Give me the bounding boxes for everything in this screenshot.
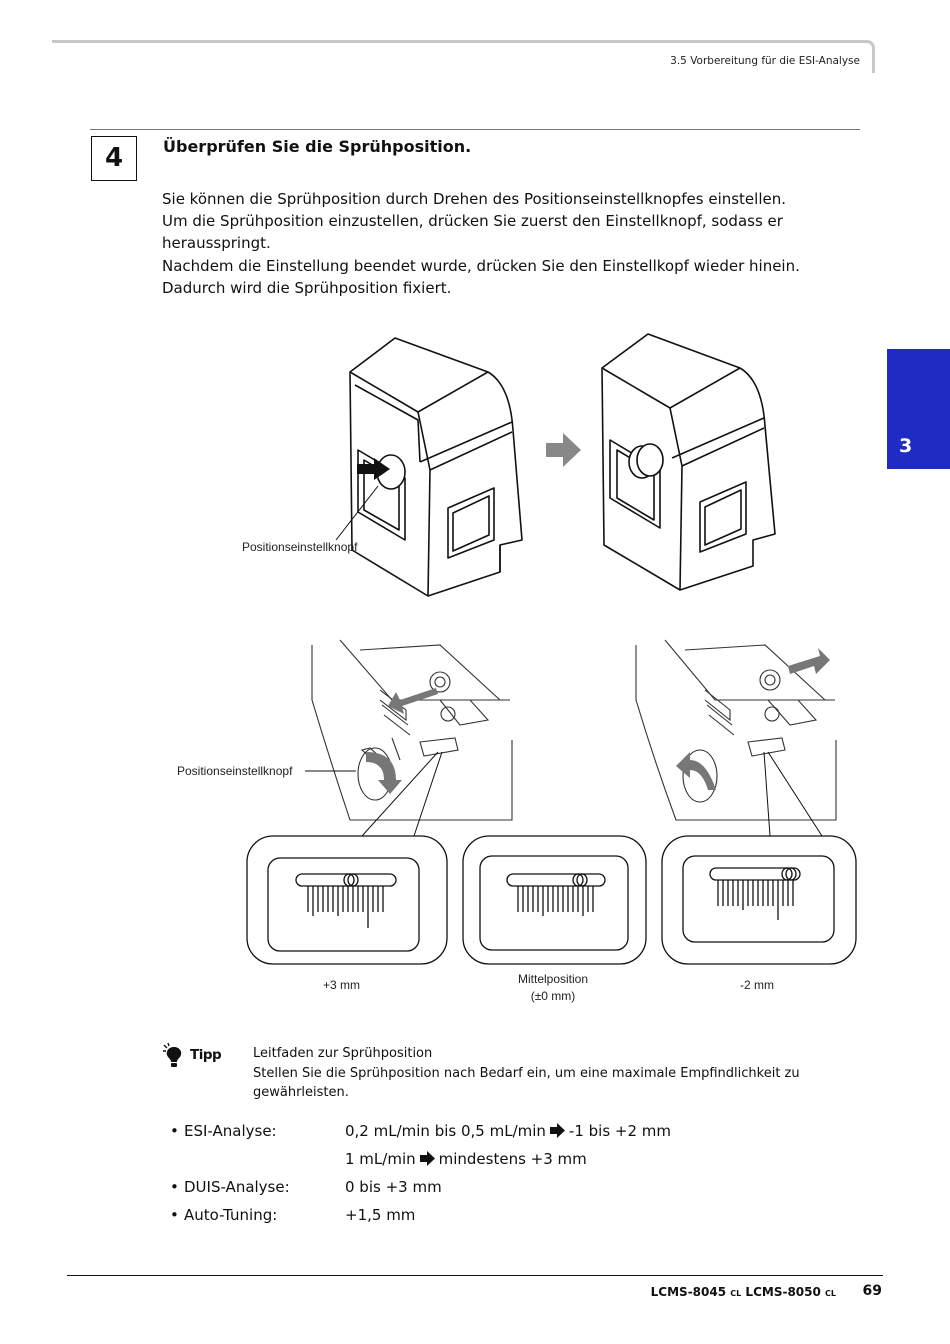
scale-panel-center (463, 836, 646, 964)
position-range: -1 bis +2 mm (568, 1122, 672, 1140)
model-suffix: CL (825, 1289, 836, 1298)
scale-label-center-sub: (±0 mm) (530, 989, 576, 1003)
list-value: +1,5 mm (345, 1206, 416, 1224)
scale-panel-plus3 (247, 836, 447, 964)
page-number: 69 (862, 1283, 882, 1299)
knob-label-bottom: Positionseinstellknopf (177, 764, 293, 778)
model-name: LCMS-8050 (745, 1285, 821, 1299)
right-arrow-icon (546, 433, 581, 467)
footer-rule (67, 1275, 883, 1276)
step-title: Überprüfen Sie die Sprühposition. (163, 137, 472, 156)
model-suffix: CL (730, 1289, 742, 1298)
detail-view-left (312, 640, 512, 820)
tip-label: Tipp (190, 1047, 222, 1063)
arrow-right-icon (549, 1123, 566, 1138)
list-bullet: • (170, 1178, 179, 1196)
description-line: Nachdem die Einstellung beendet wurde, drücken Sie den Einstellkopf wieder hinein. (162, 256, 800, 275)
tip-heading: Leitfaden zur Sprühposition (253, 1046, 433, 1061)
chapter-tab-number: 3 (899, 435, 913, 457)
running-header: 3.5 Vorbereitung für die ESI-Analyse (670, 55, 860, 67)
list-bullet: • (170, 1122, 179, 1140)
scale-label-plus3: +3 mm (323, 978, 361, 992)
scale-panel-minus2 (662, 836, 856, 964)
step-number: 4 (91, 136, 137, 181)
description-line: Um die Sprühposition einzustellen, drücken Sie zuerst den Einstellknopf, sodass er herausspringt. (162, 212, 783, 253)
description-line: Dadurch wird die Sprühposition fixiert. (162, 278, 452, 297)
list-value: 0 bis +3 mm (345, 1178, 442, 1196)
list-label: Auto-Tuning: (184, 1206, 278, 1224)
scale-label-center: Mittelposition (517, 972, 589, 986)
scale-label-minus2: -2 mm (740, 978, 774, 992)
list-label: DUIS-Analyse: (184, 1178, 290, 1196)
pull-right-arrow-icon (788, 648, 830, 674)
list-bullet: • (170, 1206, 179, 1224)
knob-label-top: Positionseinstellknopf (242, 540, 358, 554)
zoom-lines-right (764, 752, 822, 836)
list-label: ESI-Analyse: (184, 1122, 277, 1140)
lightbulb-icon (163, 1043, 187, 1069)
model-name: LCMS-8045 (650, 1285, 727, 1299)
flow-range: 0,2 mL/min bis 0,5 mL/min (345, 1122, 546, 1140)
description-line: Sie können die Sprühposition durch Drehen des Positionseinstellknopfes einstellen. (162, 190, 787, 208)
position-range: mindestens +3 mm (438, 1150, 587, 1168)
flow-range: 1 mL/min (345, 1150, 416, 1168)
tip-detail: Stellen Sie die Sprühposition nach Bedarf ein, um eine maximale Empfindlichkeit zu gewährleisten. (253, 1065, 800, 1100)
arrow-right-icon (419, 1151, 436, 1166)
footer-model-names (651, 1285, 836, 1299)
tip-text (253, 1044, 813, 1103)
push-left-arrow-icon (388, 688, 438, 714)
list-value (345, 1122, 671, 1140)
list-value (345, 1150, 587, 1168)
ion-source-unit-released (602, 334, 775, 590)
